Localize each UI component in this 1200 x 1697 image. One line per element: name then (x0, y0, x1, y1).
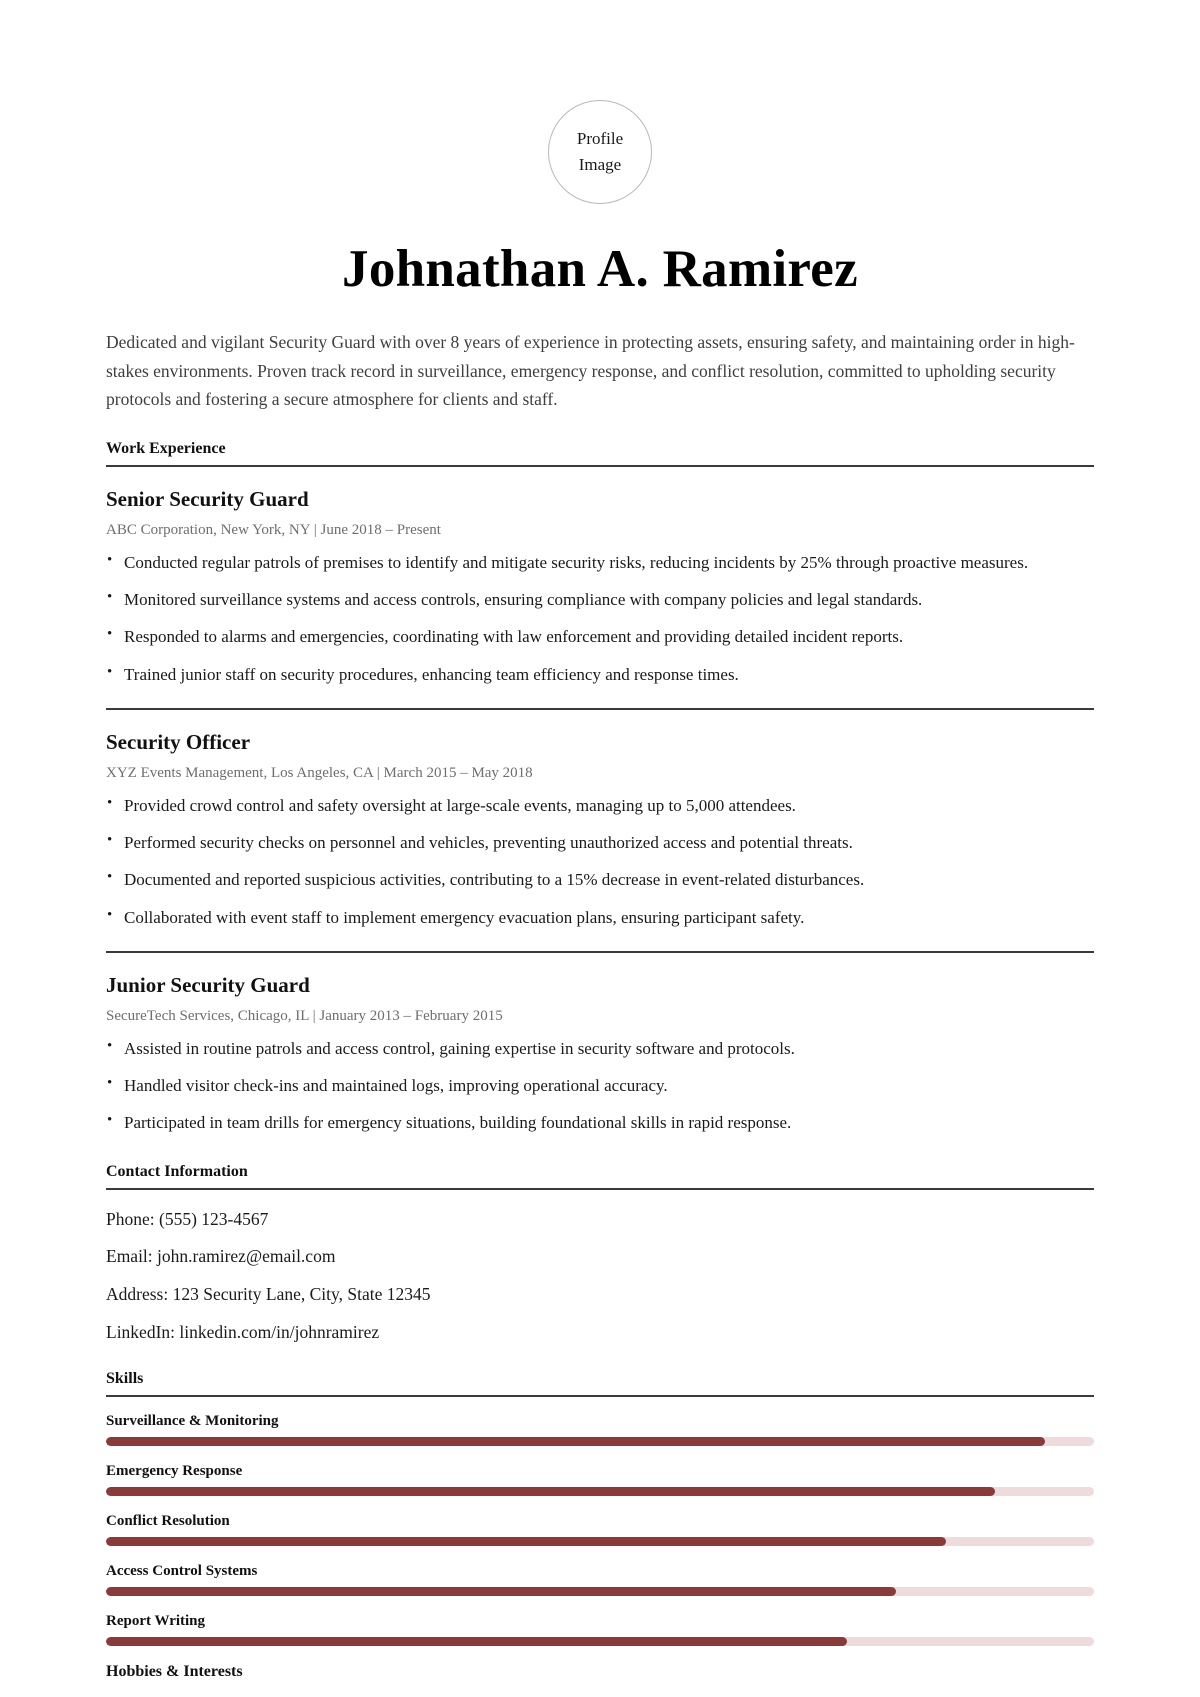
skill-progress-fill (106, 1537, 946, 1546)
skill-row (106, 1613, 1094, 1646)
skill-progress-fill (106, 1637, 847, 1646)
skill-progress-track (106, 1437, 1094, 1446)
skill-label: Surveillance & Monitoring (106, 1413, 279, 1430)
profile-image-line-2: Image (578, 155, 622, 174)
skill-label: Report Writing (106, 1613, 206, 1630)
section-heading-skills: Skills (106, 1370, 1094, 1397)
job-bullet: • Documented and reported suspicious activities, contributing to a 15% decrease in event-related disturbances. (106, 867, 1094, 893)
job-bullet: • Assisted in routine patrols and access control, gaining expertise in security software and protocols. (106, 1036, 1094, 1062)
job-meta: XYZ Events Management, Los Angeles, CA | March 2015 – May 2018 (106, 765, 533, 782)
skill-row (106, 1463, 1094, 1496)
job-bullet: • Monitored surveillance systems and access controls, ensuring compliance with company policies and legal standards. (106, 587, 1094, 613)
skill-label: Emergency Response (106, 1463, 243, 1480)
section-heading-work-experience: Work Experience (106, 440, 1094, 467)
contact-email: Email: john.ramirez@email.com (106, 1246, 336, 1267)
job-bullet: • Provided crowd control and safety oversight at large-scale events, managing up to 5,000 attendees. (106, 793, 1094, 819)
skills-list (106, 1413, 1094, 1646)
resume-header (106, 0, 1094, 298)
skill-progress-track (106, 1537, 1094, 1546)
contact-address: Address: 123 Security Lane, City, State 12345 (106, 1283, 431, 1304)
professional-summary: Dedicated and vigilant Security Guard with over 8 years of experience in protecting assets, ensuring safety, and maintaining order in high-stakes environments. Proven track record in surveillance, emergency response, and conflict resolution, committed to upholding security protocols and fostering a secure atmosphere for clients and staff. (106, 332, 1075, 410)
section-heading-hobbies-interests: Hobbies & Interests (106, 1663, 243, 1681)
job-bullet: • Performed security checks on personnel and vehicles, preventing unauthorized access and potential threats. (106, 830, 1094, 856)
job-entry (106, 467, 1094, 688)
profile-image-placeholder (548, 100, 652, 204)
skill-label: Conflict Resolution (106, 1513, 230, 1530)
skill-progress-fill (106, 1437, 1045, 1446)
skill-label: Access Control Systems (106, 1563, 258, 1580)
skill-row (106, 1513, 1094, 1546)
job-bullet: • Trained junior staff on security procedures, enhancing team efficiency and response times. (106, 662, 1094, 688)
section-heading-contact-information: Contact Information (106, 1163, 1094, 1190)
job-title: Senior Security Guard (106, 486, 309, 511)
job-bullet: • Participated in team drills for emergency situations, building foundational skills in rapid response. (106, 1110, 1094, 1136)
skill-progress-fill (106, 1587, 896, 1596)
skill-progress-track (106, 1637, 1094, 1646)
skill-progress-track (106, 1587, 1094, 1596)
candidate-name: Johnathan A. Ramirez (342, 240, 858, 298)
job-entry (106, 708, 1094, 931)
job-bullet: • Responded to alarms and emergencies, coordinating with law enforcement and providing detailed incident reports. (106, 624, 1094, 650)
job-bullet: • Handled visitor check-ins and maintained logs, improving operational accuracy. (106, 1073, 1094, 1099)
job-bullet: • Collaborated with event staff to implement emergency evacuation plans, ensuring participant safety. (106, 905, 1094, 931)
job-meta: ABC Corporation, New York, NY | June 2018 – Present (106, 522, 441, 539)
skill-progress-track (106, 1487, 1094, 1496)
skill-row (106, 1563, 1094, 1596)
job-bullet-list (106, 793, 1094, 931)
skill-row (106, 1413, 1094, 1446)
contact-linkedin: LinkedIn: linkedin.com/in/johnramirez (106, 1321, 380, 1342)
job-title: Junior Security Guard (106, 972, 310, 997)
job-meta: SecureTech Services, Chicago, IL | January 2013 – February 2015 (106, 1008, 503, 1025)
job-bullet-list (106, 550, 1094, 688)
skill-progress-fill (106, 1487, 995, 1496)
job-bullet-list (106, 1036, 1094, 1137)
profile-image-line-1: Profile (576, 128, 624, 148)
contact-list (106, 1208, 1094, 1345)
contact-phone: Phone: (555) 123-4567 (106, 1208, 269, 1229)
job-title: Security Officer (106, 729, 251, 754)
job-entry (106, 951, 1094, 1137)
job-bullet: • Conducted regular patrols of premises to identify and mitigate security risks, reducing incidents by 25% through proactive measures. (106, 550, 1094, 576)
